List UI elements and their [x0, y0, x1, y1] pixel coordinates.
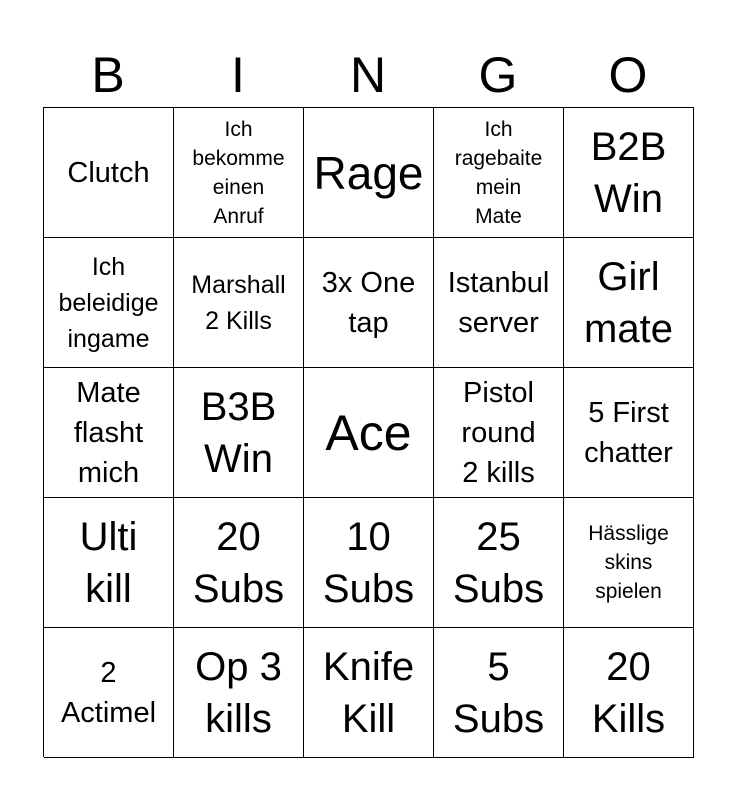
bingo-cell[interactable] [44, 238, 174, 368]
cell-label: 5 Subs [452, 644, 545, 741]
cell-label: Ulti kill [79, 514, 138, 611]
bingo-cell[interactable] [44, 368, 174, 498]
bingo-cell[interactable] [564, 238, 694, 368]
cell-label: 20 Kills [591, 644, 666, 741]
header-letter-g: G [478, 47, 518, 103]
bingo-cell[interactable] [304, 498, 434, 628]
bingo-cell[interactable] [174, 108, 304, 238]
cell-label: Istanbul server [447, 266, 550, 339]
bingo-cell[interactable] [174, 238, 304, 368]
bingo-cell[interactable] [44, 498, 174, 628]
cell-label: 25 Subs [452, 514, 545, 611]
cell-label: Hässlige skins spielen [588, 522, 669, 603]
cell-label: Ich beleidige ingame [58, 252, 159, 353]
cell-label: Knife Kill [322, 644, 415, 741]
bingo-cell[interactable] [434, 238, 564, 368]
bingo-cell[interactable] [44, 108, 174, 238]
bingo-cell[interactable] [434, 628, 564, 758]
cell-label: Ich bekomme einen Anruf [192, 117, 285, 228]
cell-label: 2 Actimel [60, 656, 157, 729]
header-letter-o: O [608, 47, 648, 103]
cell-label: B3B Win [200, 384, 277, 481]
cell-label: B2B Win [590, 124, 667, 221]
bingo-cell[interactable] [174, 498, 304, 628]
bingo-cell[interactable] [304, 238, 434, 368]
cell-label: 3x One tap [321, 266, 416, 339]
bingo-cell[interactable] [564, 498, 694, 628]
cell-label: Mate flasht mich [73, 376, 144, 489]
cell-label: Rage [313, 146, 424, 199]
cell-label: Op 3 kills [195, 644, 282, 741]
cell-label: 20 Subs [192, 514, 285, 611]
bingo-header [43, 42, 693, 108]
cell-label: 5 First chatter [584, 396, 673, 469]
bingo-cell[interactable] [304, 628, 434, 758]
bingo-cell[interactable] [564, 108, 694, 238]
cell-label: Girl mate [584, 254, 673, 351]
cell-label: Marshall 2 Kills [191, 270, 286, 335]
bingo-cell[interactable] [564, 368, 694, 498]
bingo-cell[interactable] [44, 628, 174, 758]
bingo-cell[interactable] [304, 108, 434, 238]
header-letter-n: N [349, 47, 387, 103]
cell-label: Clutch [67, 156, 150, 189]
cell-label: Ace [325, 404, 412, 461]
bingo-cell[interactable] [434, 498, 564, 628]
bingo-cell[interactable] [434, 108, 564, 238]
bingo-cell[interactable] [174, 368, 304, 498]
cell-label: 10 Subs [322, 514, 415, 611]
bingo-board [43, 107, 694, 757]
bingo-cell[interactable] [304, 368, 434, 498]
bingo-cell[interactable] [434, 368, 564, 498]
cell-label: Pistol round 2 kills [461, 376, 536, 489]
header-letter-b: B [91, 47, 125, 103]
header-letter-i: I [231, 47, 245, 103]
bingo-cell[interactable] [564, 628, 694, 758]
bingo-cell[interactable] [174, 628, 304, 758]
cell-label: Ich ragebaite mein Mate [454, 117, 543, 228]
